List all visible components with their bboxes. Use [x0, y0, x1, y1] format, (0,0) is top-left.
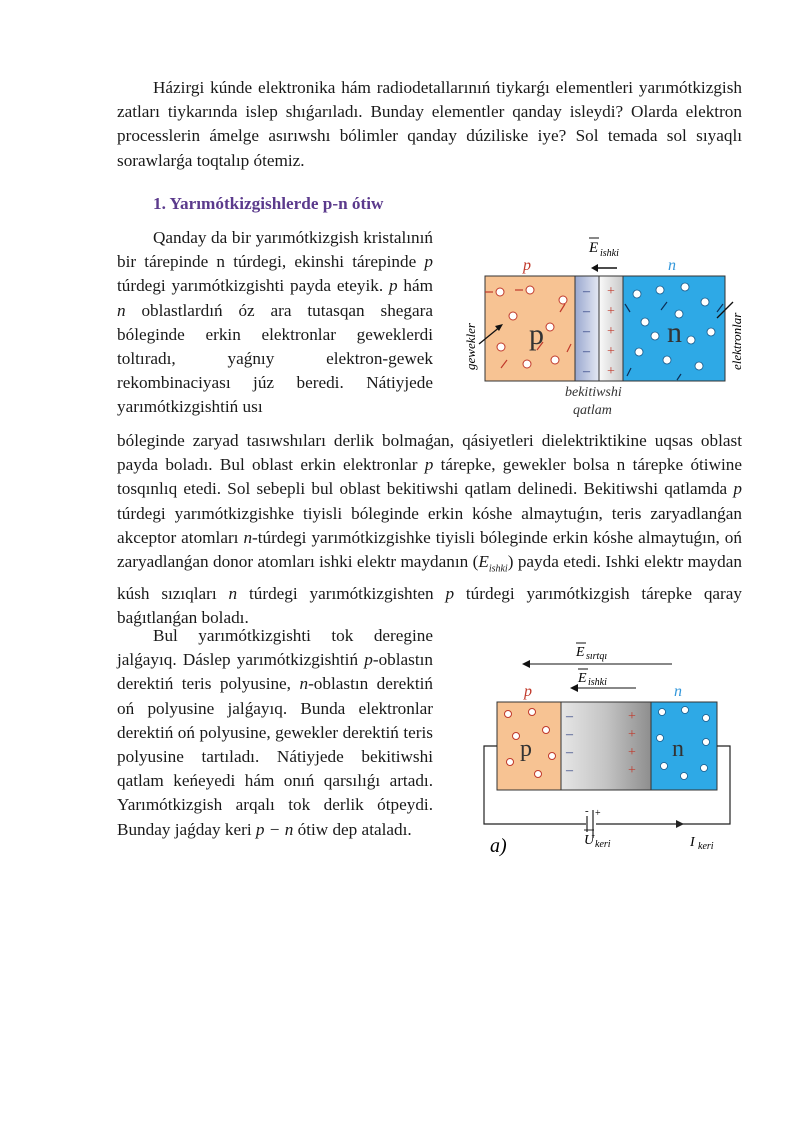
svg-text:–: –: [583, 304, 590, 319]
svg-text:+: +: [607, 344, 615, 359]
p-big-letter-2: p: [520, 736, 532, 762]
svg-text:+: +: [628, 727, 636, 742]
svg-text:–: –: [566, 709, 573, 724]
svg-text:–: –: [583, 324, 590, 339]
svg-text:–: –: [566, 745, 573, 760]
n-region-label-2: n: [674, 683, 682, 700]
holes-side-label: gewekler: [463, 323, 478, 370]
svg-text:+: +: [607, 364, 615, 379]
figure-reverse-bias: [480, 638, 740, 858]
svg-text:–: –: [583, 344, 590, 359]
svg-text:+: +: [595, 808, 601, 819]
svg-text:+: +: [628, 763, 636, 778]
svg-text:keri: keri: [698, 841, 714, 852]
section1-paragraph-part1: Qanday da bir yarımótkizgish kristalınıń bir tárepinde n túrdegi, ekinshi tárepinde p túrdegi yarımótkizgishti payda eteyik. p hám n oblastlardıń óz ara tutasqan shegara bóleginde erkin elektronlar geweklerdi toltıradı, yaǵnıy elektron-gewek rekombinaciyası júz beredi. Nátiyjede yarımótkizgishtiń usı: [117, 228, 433, 417]
i-keri-label: I: [690, 835, 695, 850]
svg-text:ishki: ishki: [600, 248, 619, 259]
depletion-caption-line2: qatlam: [573, 403, 612, 418]
n-region-label: n: [668, 257, 676, 274]
svg-text:–: –: [583, 284, 590, 299]
section2-paragraph: Bul yarımótkizgishti tok deregine jalǵayıq. Dáslep yarımótkizgishtiń p-oblastın derektiń teris polyusine, n-oblastın derektiń oń polyusine jalǵayıq. Bunda elektronlar derektiń oń polyusine, gewekler derektiń teris polyusine tartıladı. Nátiyjede bekitiwshi qatlam keńeyedi hám onıń qarsılıǵı artadı. Yarımótkizgish arqalı tok derlik ótpeydi. Bunday jaǵday keri p − n ótiw dep ataladı.: [117, 626, 433, 839]
n-big-letter-2: n: [672, 736, 684, 762]
p-region-label-2: p: [524, 683, 532, 700]
svg-text:+: +: [607, 284, 615, 299]
depletion-wide: [561, 702, 651, 790]
e-sirtqi-label: E: [576, 645, 585, 660]
part-label: a): [490, 835, 507, 857]
p-big-letter: p: [529, 318, 544, 351]
n-big-letter: n: [667, 316, 682, 349]
svg-text:+: +: [607, 304, 615, 319]
electrons-side-label: elektronlar: [729, 312, 744, 370]
intro-paragraph: Házirgi kúnde elektronika hám radiodetallarınıń tiykarǵı elementleri yarımótkizgish zatları tiykarında islep shıǵarıladı. Bunday elementler qanday isleydi? Olarda elektron processlerin ámelge asırıwshı bólimler qanday dúziliske iye? Sol temada sol sıyaqlı sorawlarǵa toqtalıp ótemiz.: [117, 78, 742, 170]
depletion-caption-line1: bekitiwshi: [565, 385, 622, 400]
svg-text:keri: keri: [595, 839, 611, 850]
e-ishki-label: E: [589, 240, 599, 256]
svg-text:ishki: ishki: [588, 677, 607, 688]
svg-text:–: –: [583, 364, 590, 379]
svg-text:+: +: [628, 709, 636, 724]
svg-text:+: +: [628, 745, 636, 760]
e-ishki-label-2: E: [578, 671, 587, 686]
figure-pn-junction: [455, 232, 755, 422]
svg-text:–: –: [566, 727, 573, 742]
svg-text:sırtqı: sırtqı: [586, 651, 608, 662]
p-region-label: p: [523, 257, 531, 274]
section-heading: 1. Yarımótkizgishlerde p-n ótiw: [153, 194, 384, 213]
svg-text:-: -: [585, 805, 589, 817]
section1-paragraph-part2: bóleginde zaryad tasıwshıları derlik bolmaǵan, qásiyetleri dielektriktikine uqsas oblast payda boladı. Bul oblast erkin elektronlar p tárepke, gewekler bolsa n tárepke ótiwine tosqınlıq etedi. Sol sebepli bul oblast bekitiwshi qatlam delinedi. Bekitiwshi qatlamda p túrdegi yarımótkizgishke tiyisli bóleginde erkin kóshe almaytuǵın, teris zaryadlanǵan akceptor atomları n-túrdegi yarımótkizgishke tiyisli bóleginde erkin kóshe almaytuǵın, oń zaryadlanǵan donor atomları ishki elektr maydanın $(E_{ishki})$ payda etedi. Ishki elektr maydan kúsh sızıqları n túrdegi yarımótkizgishten p túrdegi yarımótkizgish tárepke qaray baǵıtlanǵan boladı.: [117, 431, 742, 627]
svg-text:+: +: [607, 324, 615, 339]
u-keri-label: U: [584, 833, 595, 848]
svg-text:–: –: [566, 763, 573, 778]
